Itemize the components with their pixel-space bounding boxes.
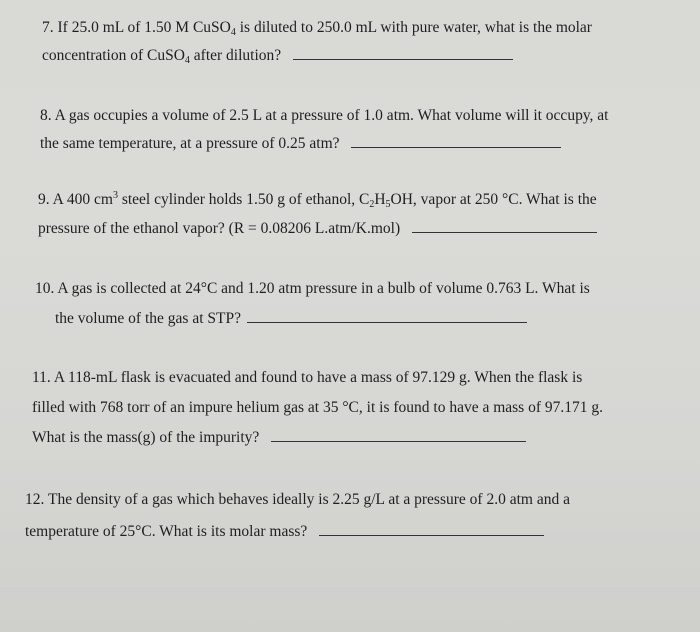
question-10-text-b: the volume of the gas at STP? <box>55 310 241 327</box>
question-9-line-2 <box>38 219 597 239</box>
question-9-number: 9. <box>38 191 50 208</box>
question-12-line-2 <box>25 522 544 542</box>
question-9-superscript: 3 <box>112 190 118 201</box>
question-11-text-b: filled with 768 torr of an impure helium gas at 35 °C, it is found to have a mass of 97.171 g. <box>32 399 603 416</box>
question-8-line-1 <box>40 106 609 126</box>
question-10-line-1 <box>35 279 590 299</box>
question-12-answer-blank[interactable] <box>319 534 544 536</box>
question-10-line-2 <box>55 309 527 329</box>
question-11-text-a: A 118-mL flask is evacuated and found to have a mass of 97.129 g. When the flask is <box>53 369 583 386</box>
question-12-line-1 <box>25 490 570 510</box>
question-7-subscript-2: 4 <box>184 55 190 66</box>
question-7-line-2 <box>42 46 513 66</box>
question-11-line-3 <box>32 428 526 448</box>
question-11-line-2 <box>32 398 603 418</box>
question-7-answer-blank[interactable] <box>293 58 513 60</box>
question-12-text-a: The density of a gas which behaves ideally is 2.25 g/L at a pressure of 2.0 atm and a <box>47 491 570 508</box>
question-9-subscript-2: 5 <box>385 199 391 210</box>
question-8-text-b: the same temperature, at a pressure of 0.25 atm? <box>40 135 340 152</box>
question-8-text-a: A gas occupies a volume of 2.5 L at a pressure of 1.0 atm. What volume will it occupy, at <box>54 107 609 124</box>
question-9-text-a: A 400 cm <box>52 191 113 208</box>
question-7-text-b: is diluted to 250.0 mL with pure water, what is the molar <box>235 19 592 36</box>
question-9-answer-blank[interactable] <box>412 231 597 233</box>
question-12-text-b: temperature of 25°C. What is its molar mass? <box>25 523 308 540</box>
question-10-text-a: A gas is collected at 24°C and 1.20 atm pressure in a bulb of volume 0.763 L. What is <box>57 280 590 297</box>
question-7-text-c: concentration of CuSO <box>42 47 185 64</box>
question-9-text-e: pressure of the ethanol vapor? (R = 0.08206 L.atm/K.mol) <box>38 220 401 237</box>
question-9-text-c: H <box>374 191 386 208</box>
question-7-text-a: If 25.0 mL of 1.50 M CuSO <box>57 19 231 36</box>
question-11-number: 11. <box>32 369 51 386</box>
question-7-number: 7. <box>42 19 54 36</box>
question-7-line-1 <box>42 18 592 38</box>
question-11-text-c: What is the mass(g) of the impurity? <box>32 429 260 446</box>
question-10-number: 10. <box>35 280 55 297</box>
question-9-text-b: steel cylinder holds 1.50 g of ethanol, C <box>117 191 370 208</box>
question-7-text-d: after dilution? <box>189 47 282 64</box>
question-10-answer-blank[interactable] <box>247 321 527 323</box>
question-12-number: 12. <box>25 491 45 508</box>
question-9-line-1 <box>38 190 597 210</box>
question-9-subscript-1: 2 <box>369 199 375 210</box>
question-7-subscript: 4 <box>230 27 236 38</box>
question-8-answer-blank[interactable] <box>351 146 561 148</box>
question-11-answer-blank[interactable] <box>271 440 526 442</box>
question-9-text-d: OH, vapor at 250 °C. What is the <box>390 191 597 208</box>
question-8-number: 8. <box>40 107 52 124</box>
question-11-line-1 <box>32 368 582 388</box>
question-8-line-2 <box>40 134 561 154</box>
